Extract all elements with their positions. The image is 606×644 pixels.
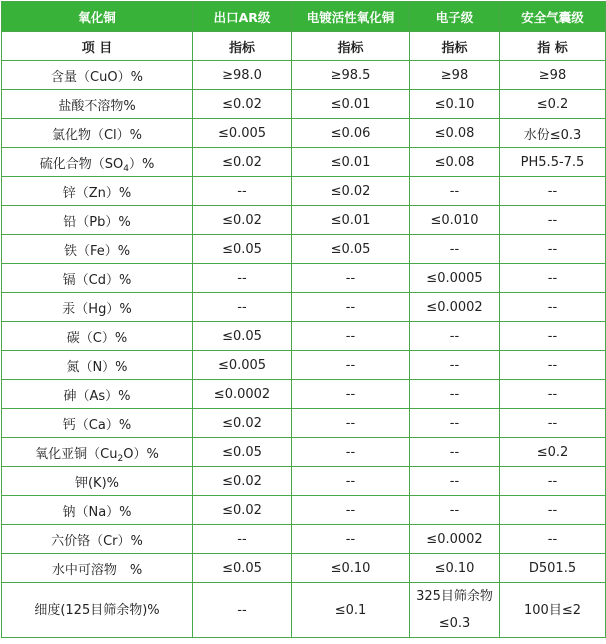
cell-value: -- xyxy=(292,293,410,322)
cell-value: PH5.5-7.5 xyxy=(500,148,606,177)
row-item: 细度(125目筛余物)% xyxy=(2,583,193,638)
row-item xyxy=(2,438,193,467)
subheader-spec: 指 标 xyxy=(500,32,606,61)
cell-value: ≤0.0002 xyxy=(410,525,500,554)
row-item: 碳（C）% xyxy=(2,322,193,351)
cell-value: -- xyxy=(292,380,410,409)
row-item: 含量（CuO）% xyxy=(2,61,193,90)
cell-value: ≥98 xyxy=(500,61,606,90)
row-item: 钠（Na）% xyxy=(2,496,193,525)
row-item-text: 硫化合物（SO xyxy=(39,156,124,172)
header-airbag: 安全气囊级 xyxy=(500,2,606,32)
cell-value: ≤0.02 xyxy=(193,148,292,177)
cell-value: ≤0.02 xyxy=(193,496,292,525)
table-row xyxy=(2,177,606,206)
subheader-spec: 指标 xyxy=(193,32,292,61)
cell-value: -- xyxy=(410,409,500,438)
cell-value: ≤0.1 xyxy=(292,583,410,638)
header-row xyxy=(2,2,606,32)
cell-value: ≤0.02 xyxy=(193,90,292,119)
cell-value: -- xyxy=(193,177,292,206)
cell-value: -- xyxy=(292,264,410,293)
table-row xyxy=(2,148,606,177)
table-row xyxy=(2,409,606,438)
cell-value: -- xyxy=(292,351,410,380)
row-item: 铅（Pb）% xyxy=(2,206,193,235)
row-item: 水中可溶物 % xyxy=(2,554,193,583)
cell-value: ≤0.05 xyxy=(193,322,292,351)
row-item-text: 氧化亚铜（Cu xyxy=(35,446,118,462)
header-electronic: 电子级 xyxy=(410,2,500,32)
cell-value: ≤0.010 xyxy=(410,206,500,235)
table-row xyxy=(2,380,606,409)
cell-value: -- xyxy=(193,525,292,554)
cell-value: ≤0.10 xyxy=(410,90,500,119)
cell-value: ≤0.2 xyxy=(500,438,606,467)
cell-value: ≤0.01 xyxy=(292,206,410,235)
table-row xyxy=(2,496,606,525)
table-row xyxy=(2,90,606,119)
cell-value: -- xyxy=(500,264,606,293)
table-row xyxy=(2,554,606,583)
cell-value: ≤0.06 xyxy=(292,119,410,148)
subheader-spec: 指标 xyxy=(410,32,500,61)
cell-value: -- xyxy=(292,438,410,467)
cell-value: -- xyxy=(193,293,292,322)
cell-value: 100目≤2 xyxy=(500,583,606,638)
cell-value: -- xyxy=(193,264,292,293)
subscript: 2 xyxy=(117,453,124,464)
cell-value: ≤0.08 xyxy=(410,148,500,177)
cell-value: ≤0.05 xyxy=(193,235,292,264)
cell-value: -- xyxy=(292,322,410,351)
cell-value: -- xyxy=(500,293,606,322)
row-item: 镉（Cd）% xyxy=(2,264,193,293)
subheader-item: 项 目 xyxy=(2,32,193,61)
cell-value: ≥98 xyxy=(410,61,500,90)
row-item: 氯化物（Cl）% xyxy=(2,119,193,148)
cell-value: -- xyxy=(292,467,410,496)
cell-value: -- xyxy=(500,496,606,525)
table-row xyxy=(2,438,606,467)
table-row xyxy=(2,61,606,90)
table-row xyxy=(2,525,606,554)
cell-value: ≤0.0002 xyxy=(410,293,500,322)
table-row xyxy=(2,235,606,264)
cell-value: D501.5 xyxy=(500,554,606,583)
cell-value: -- xyxy=(410,467,500,496)
header-electroplating: 电镀活性氧化铜 xyxy=(292,2,410,32)
cell-value: -- xyxy=(500,525,606,554)
cell-value: -- xyxy=(410,322,500,351)
table-row xyxy=(2,264,606,293)
cell-value: -- xyxy=(410,177,500,206)
cell-value: -- xyxy=(410,235,500,264)
row-item: 汞（Hg）% xyxy=(2,293,193,322)
cell-value: -- xyxy=(500,322,606,351)
cell-value: ≤0.01 xyxy=(292,148,410,177)
cell-value: -- xyxy=(500,351,606,380)
cell-value: ≥98.0 xyxy=(193,61,292,90)
cell-value: ≤0.02 xyxy=(193,467,292,496)
row-item: 铁（Fe）% xyxy=(2,235,193,264)
row-item-text: O）% xyxy=(123,446,159,462)
row-item xyxy=(2,148,193,177)
cell-value: ≤0.05 xyxy=(193,554,292,583)
cell-value: -- xyxy=(500,177,606,206)
row-item: 盐酸不溶物% xyxy=(2,90,193,119)
cell-value: ≤0.10 xyxy=(292,554,410,583)
cell-value: -- xyxy=(410,351,500,380)
table-row xyxy=(2,293,606,322)
row-item-text: ）% xyxy=(128,156,155,172)
header-item: 氧化铜 xyxy=(2,2,193,32)
table-row xyxy=(2,467,606,496)
row-item: 六价铬（Cr）% xyxy=(2,525,193,554)
row-item: 锌（Zn）% xyxy=(2,177,193,206)
subheader-row xyxy=(2,32,606,61)
cell-value: ≤0.02 xyxy=(292,177,410,206)
cell-value: 325目筛余物≤0.3 xyxy=(410,583,500,638)
cell-value: -- xyxy=(410,438,500,467)
copper-oxide-spec-table xyxy=(1,1,606,638)
header-export-ar: 出口AR级 xyxy=(193,2,292,32)
subheader-spec: 指标 xyxy=(292,32,410,61)
cell-value: -- xyxy=(292,409,410,438)
table-row xyxy=(2,351,606,380)
row-item: 砷（As）% xyxy=(2,380,193,409)
cell-value: ≤0.0005 xyxy=(410,264,500,293)
cell-value: ≥98.5 xyxy=(292,61,410,90)
cell-value: ≤0.0002 xyxy=(193,380,292,409)
cell-value: ≤0.08 xyxy=(410,119,500,148)
cell-value: -- xyxy=(292,496,410,525)
cell-value: ≤0.05 xyxy=(193,438,292,467)
table-row xyxy=(2,119,606,148)
cell-value: ≤0.02 xyxy=(193,409,292,438)
cell-value: 水份≤0.3 xyxy=(500,119,606,148)
cell-value: -- xyxy=(410,496,500,525)
cell-value: ≤0.005 xyxy=(193,119,292,148)
cell-value: ≤0.05 xyxy=(292,235,410,264)
cell-value: -- xyxy=(500,206,606,235)
cell-value: ≤0.10 xyxy=(410,554,500,583)
cell-value: -- xyxy=(500,409,606,438)
row-item: 氮（N）% xyxy=(2,351,193,380)
cell-value: -- xyxy=(292,525,410,554)
cell-value: ≤0.02 xyxy=(193,206,292,235)
cell-value: ≤0.01 xyxy=(292,90,410,119)
table-row xyxy=(2,583,606,638)
table-row xyxy=(2,322,606,351)
cell-value: -- xyxy=(500,380,606,409)
cell-value: ≤0.005 xyxy=(193,351,292,380)
cell-value: -- xyxy=(410,380,500,409)
table-row xyxy=(2,206,606,235)
row-item: 钾(K)% xyxy=(2,467,193,496)
row-item: 钙（Ca）% xyxy=(2,409,193,438)
cell-value: -- xyxy=(193,583,292,638)
subscript: 4 xyxy=(123,163,129,174)
cell-value: -- xyxy=(500,467,606,496)
cell-value: ≤0.2 xyxy=(500,90,606,119)
cell-value: -- xyxy=(500,235,606,264)
